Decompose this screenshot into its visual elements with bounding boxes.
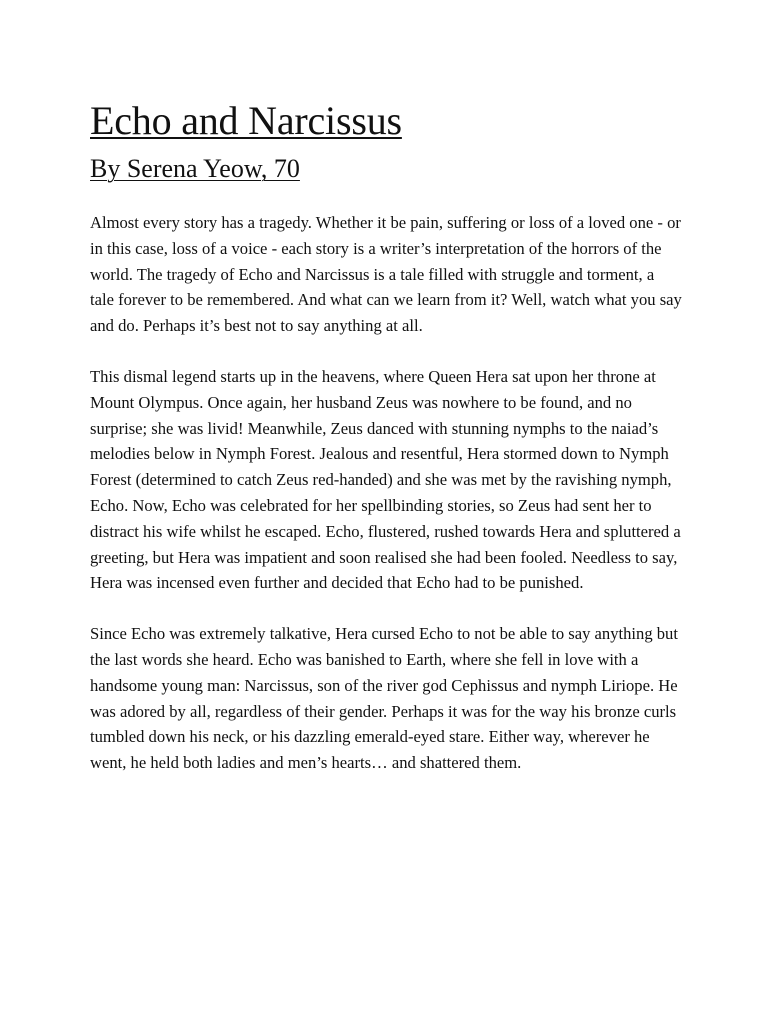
- page-title: Echo and Narcissus: [90, 98, 402, 143]
- author-byline: By Serena Yeow, 70: [90, 154, 300, 183]
- document-page: [90, 96, 682, 801]
- story-body: [90, 210, 682, 776]
- paragraph-curse: Since Echo was extremely talkative, Hera cursed Echo to not be able to say anything but the last words she heard. Echo was banished to Earth, where she fell in love with a handsome young man: Narcissus, son of the river god Cephissus and nymph Liriope. He was adored by all, regardless of their gender. Perhaps it was for the way his bronze curls tumbled down his neck, or his dazzling emerald-eyed stare. Either way, wherever he went, he held both ladies and men’s hearts… and shattered them.: [90, 624, 678, 773]
- paragraph-legend: This dismal legend starts up in the heavens, where Queen Hera sat upon her throne at Mount Olympus. Once again, her husband Zeus was nowhere to be found, and no surprise; she was livid! Meanwhile, Zeus danced with stunning nymphs to the naiad’s melodies below in Nymph Forest. Jealous and resentful, Hera stormed down to Nymph Forest (determined to catch Zeus red-handed) and she was met by the ravishing nymph, Echo. Now, Echo was celebrated for her spellbinding stories, so Zeus had sent her to distract his wife whilst he escaped. Echo, flustered, rushed towards Hera and spluttered a greeting, but Hera was impatient and soon realised she had been fooled. Needless to say, Hera was incensed even further and decided that Echo had to be punished.: [90, 366, 681, 593]
- paragraph-intro: Almost every story has a tragedy. Whether it be pain, suffering or loss of a loved one - or in this case, loss of a voice - each story is a writer’s interpretation of the horrors of the world. The tragedy of Echo and Narcissus is a tale filled with struggle and torment, a tale forever to be remembered. And what can we learn from it? Well, watch what you say and do. Perhaps it’s best not to say anything at all.: [90, 213, 682, 336]
